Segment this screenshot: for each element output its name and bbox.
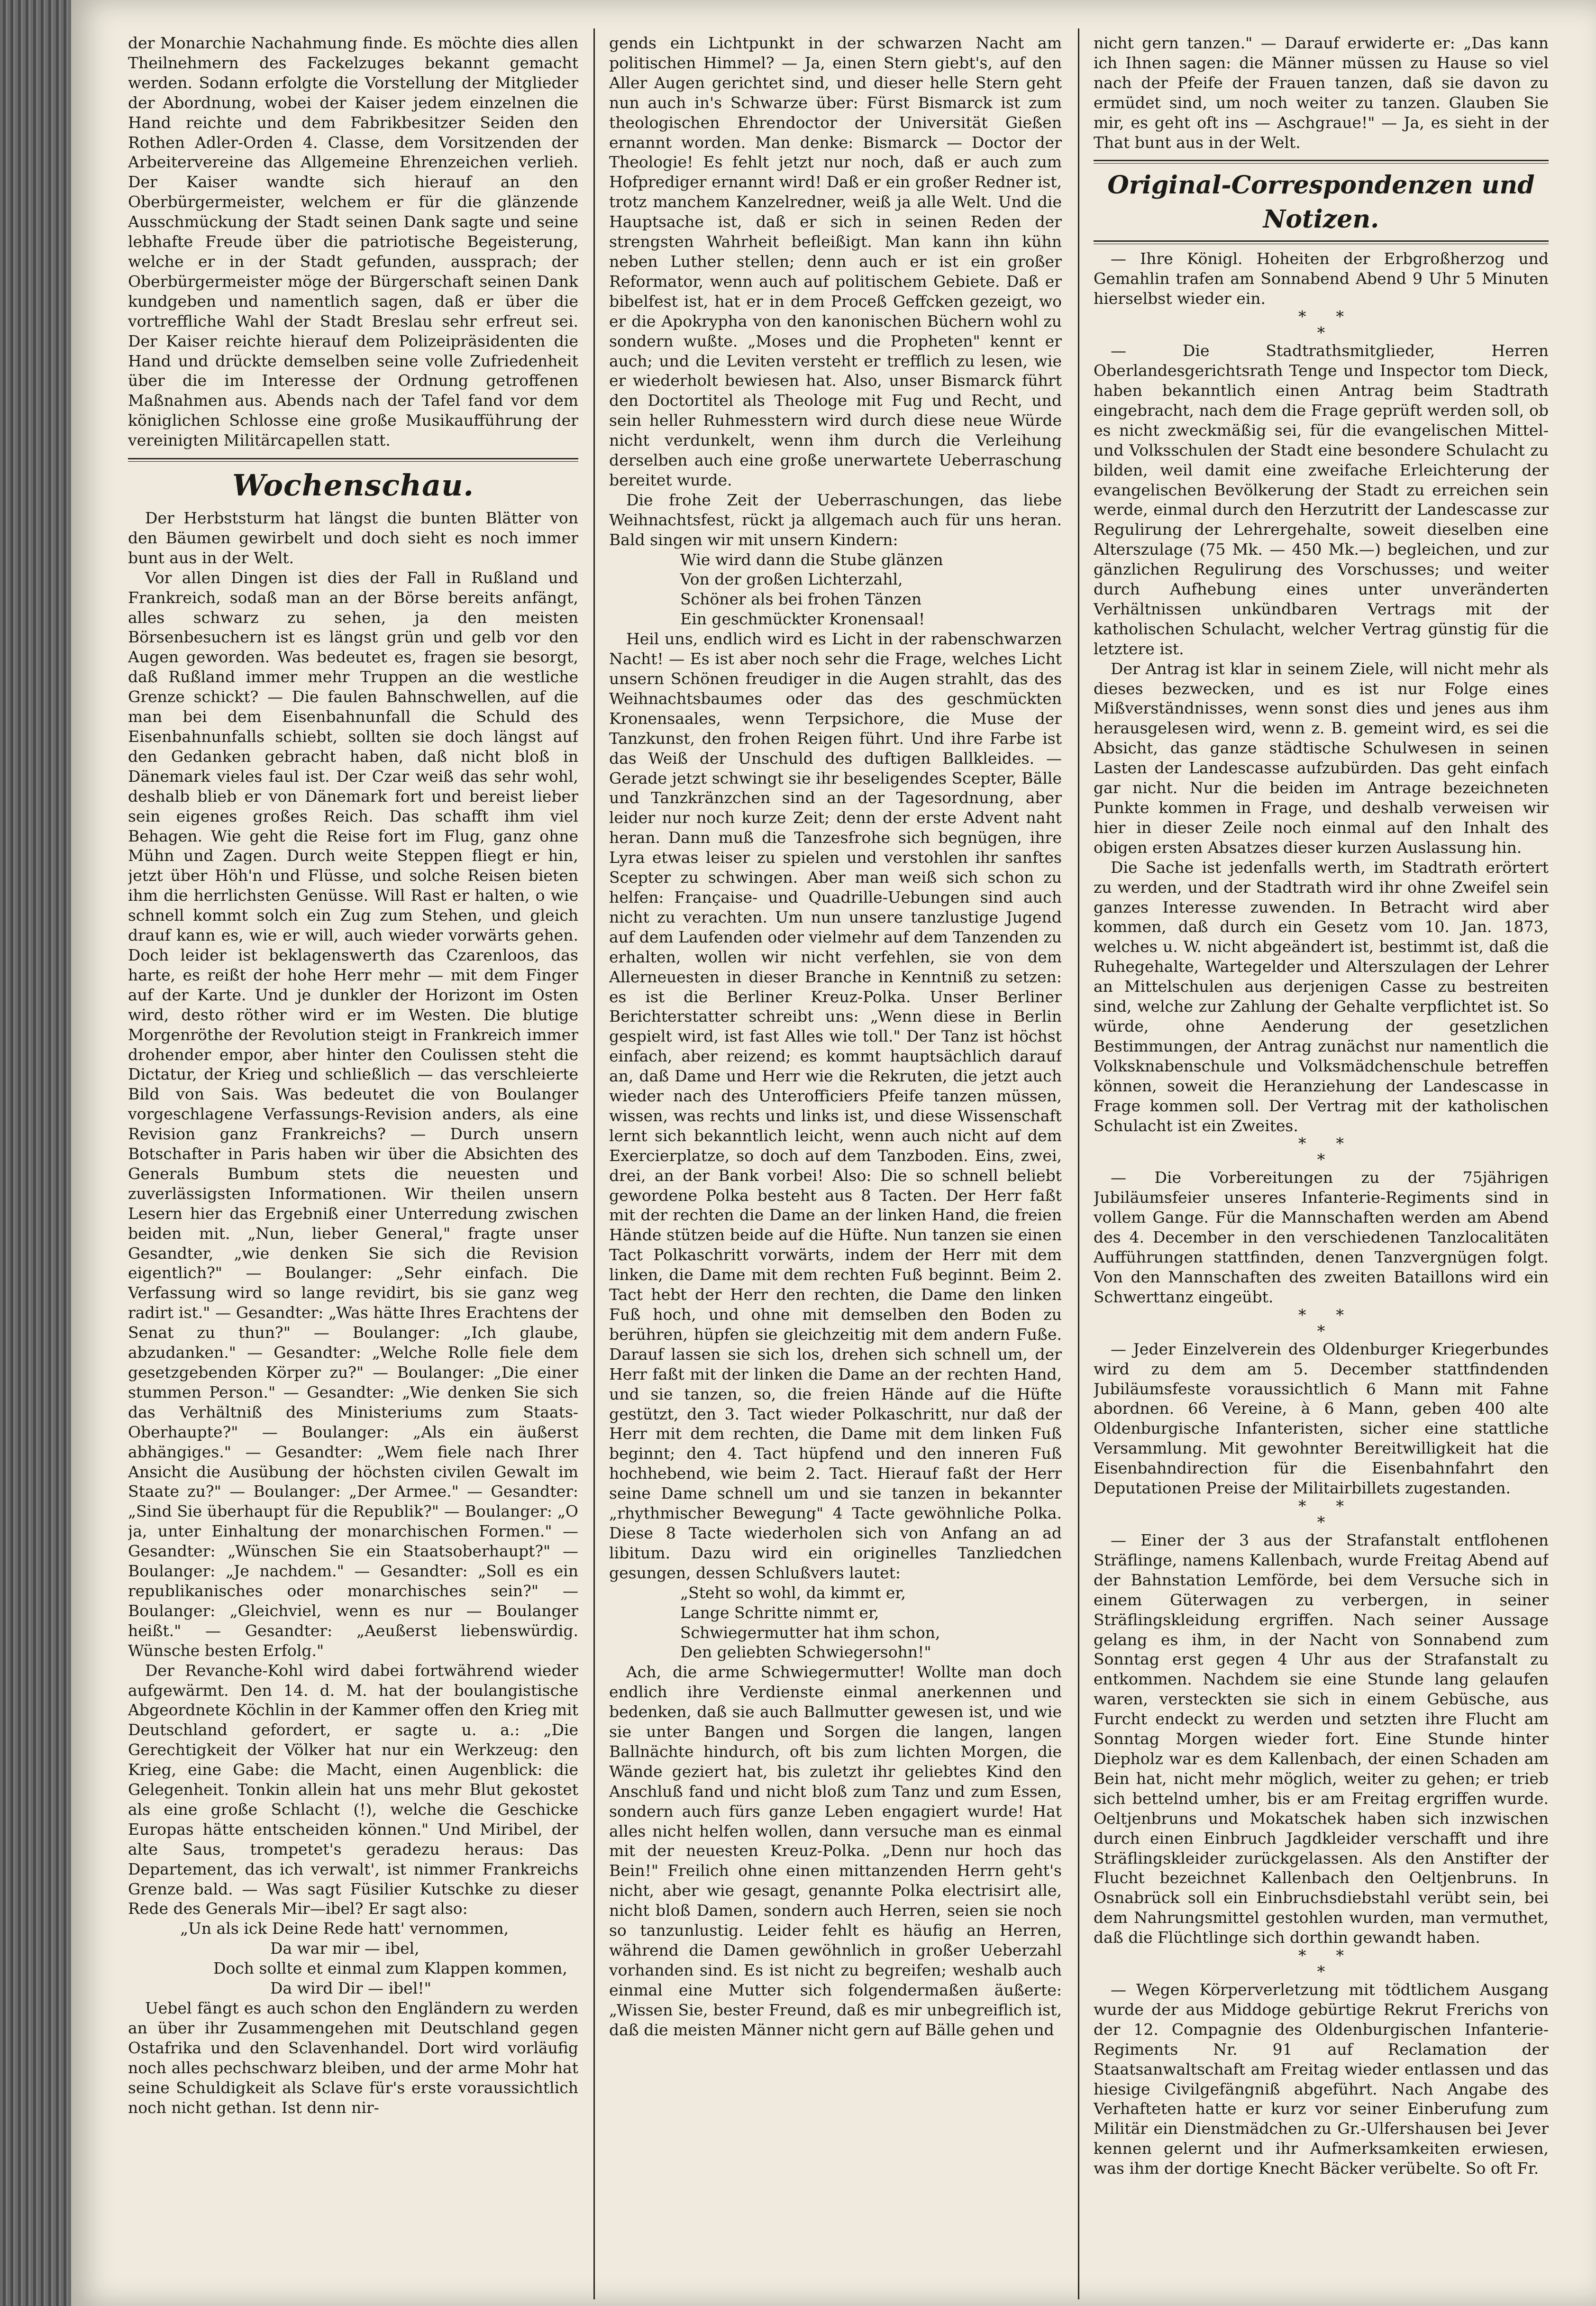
paragraph: Die Sache ist jedenfalls werth, im Stadtrath erörtert zu werden, und der Stadtrath wird ihr ohne Zweifel sein ganzes Interesse zuwenden. In Betracht wird aber kommen, daß durch ein Gesetz vom 10. Jan. 1873, welches u. W. nicht abgeändert ist, bestimmt ist, daß die Ruhegehalte, Wartegelder und Alterszulagen der Lehrer an Mittelschulen aus derjenigen Casse zu bestreiten sind, welche zur Zahlung der Gehalte verpflichtet ist. So würde, ohne Aenderung der gesetzlichen Bestimmungen, der Antrag zunächst nur namentlich die Volksknabenschule und Volksmädchenschule betreffen können, soweit die Heranziehung der Landescasse in Frage kommen soll. Der Vertrag mit der katholischen Schulacht ist ein Zweites. [1094, 858, 1549, 1135]
paragraph: — Jeder Einzelverein des Oldenburger Kriegerbundes wird zu dem am 5. December stattfindenden Jubiläumsfeste voraussichtlich 6 Mann mit Fahne abordnen. 66 Vereine, à 6 Mann, geben 400 alte Oldenburgische Infanteristen, sicher eine stattliche Versammlung. Mit gewohnter Bereitwilligkeit hat die Eisenbahndirection für die Eisenbahnfahrt den Deputationen Preise der Militairbillets zugestanden. [1094, 1339, 1549, 1498]
separator-asterisk: * * [1298, 1497, 1344, 1515]
verse-line: Wie wird dann die Stube glänzen [680, 550, 943, 569]
verse-line: Da war mir — ibel, [270, 1939, 420, 1958]
paragraph: Heil uns, endlich wird es Licht in der rabenschwarzen Nacht! — Es ist aber noch sehr die Frage, welches Licht unsern Schönen freudiger in die Augen strahlt, das des Weihnachtsbaumes oder das des geschmückten Kronensaales, wenn Terpsichore, die Muse der Tanzkunst, den frohen Reigen führt. Und ihre Farbe ist das Weiß der Unschuld des duftigen Ballkleides. — Gerade jetzt schwingt sie ihr beseligendes Scepter, Bälle und Tanzkränzchen sind an der Tagesordnung, aber leider nur noch kurze Zeit; denn der erste Advent naht heran. Dann muß die Tanzesfrohe sich begnügen, ihre Lyra etwas leiser zu spielen und verstohlen ihr sanftes Scepter zu schwingen. Aber man weiß sich schon zu helfen: Française- und Quadrille-Uebungen sind auch nicht zu verachten. Um nun unsere tanzlustige Jugend auf dem Laufenden oder vielmehr auf dem Tanzenden zu erhalten, wollen wir nicht verfehlen, sie von dem Allerneuesten in dieser Branche in Kenntniß zu setzen: es ist die Berliner Kreuz-Polka. Unser Berliner Berichterstatter schreibt uns: „Wenn diese in Berlin gespielt wird, ist fast Alles wie toll." Der Tanz ist höchst einfach, aber reizend; es kommt hauptsächlich darauf an, daß Dame und Herr wie die Rekruten, die jetzt auch wieder nach des Unterofficiers Pfeife tanzen müssen, wissen, was rechts und links ist, und diese Wissenschaft lernt sich bekanntlich leicht, wenn auch nicht auf dem Exercierplatze, so doch auf dem Tanzboden. Eins, zwei, drei, an der Bank vorbei! Also: Die so schnell beliebt gewordene Polka besteht aus 8 Tacten. Der Herr faßt mit der rechten die Dame an der linken Hand, die freien Hände stützen beide auf die Hüfte. Nun tanzen sie einen Tact Polkaschritt vorwärts, indem der Herr mit dem linken, die Dame mit dem rechten Fuß beginnt. Beim 2. Tact hebt der Herr den rechten, die Dame den linken Fuß hoch, und ohne mit demselben den Boden zu berühren, hüpfen sie gleichzeitig mit dem andern Fuße. Darauf lassen sie sich los, drehen sich schnell um, der Herr faßt mit der linken die Dame an der rechten Hand, und sie tanzen, so, die freien Hände auf die Hüfte gestützt, den 3. Tact wieder Polkaschritt, nur daß der Herr mit dem rechten, die Dame mit dem linken Fuß beginnt; den 4. Tact hüpfend und den inneren Fuß hochhebend, wie beim 2. Tact. Hierauf faßt der Herr seine Dame schnell um und sie tanzen in bekannter „rhythmischer Bewegung" 4 Tacte gewöhnliche Polka. Diese 8 Tacte wiederholen sich von Anfang an ad libitum. Dazu wird ein originelles Tanzliedchen gesungen, dessen Schlußvers lautet: [609, 630, 1062, 1582]
column-rule [1078, 28, 1079, 2299]
separator-asterisk: * * [1298, 1946, 1344, 1965]
column-rule [593, 28, 595, 2299]
column-3 [1094, 33, 1549, 2285]
separator-asterisk: * * [1298, 1134, 1344, 1153]
verse-line: Da wird Dir — ibel!" [270, 1979, 431, 1998]
separator-asterisk: * [1317, 1321, 1325, 1340]
section-heading-correspondenzen: Original-Correspondenzen und Notizen. [1107, 171, 1535, 234]
separator-asterisk: * * [1298, 1305, 1344, 1324]
paragraph: Der Herbststurm hat längst die bunten Blätter von den Bäumen gewirbelt und doch sieht es noch immer bunt aus in der Welt. [128, 509, 578, 567]
paragraph: — Die Stadtrathsmitglieder, Herren Oberlandesgerichtsrath Tenge und Inspector tom Dieck, haben bekanntlich einen Antrag beim Stadtrath eingebracht, nach dem die Frage geprüft werden soll, ob es nicht zweckmäßig sei, für die evangelischen Mittel- und Volksschulen der Stadt eine besondere Schulacht zu bilden, weil damit eine zweifache Erleichterung der evangelischen Bevölkerung der Stadt zu erreichen sein werde, einmal durch den Herzutritt der Landescasse zur Regulirung der Lehrergehalte, soweit dieselben eine Alterszulage (75 Mk. — 450 Mk.—) begleichen, und zur gänzlichen Regulirung des Vorschusses; und weiter durch Aufhebung eines unter unveränderten Verhältnissen unkündbaren Vertrags mit der katholischen Schulacht, welcher Vertrag günstig für die letztere ist. [1094, 341, 1549, 658]
paragraph: nicht gern tanzen." — Darauf erwiderte er: „Das kann ich Ihnen sagen: die Männer müssen zu Hause so viel nach der Pfeife der Frauen tanzen, daß sie davon zu ermüdet sind, um noch weiter zu tanzen. Glauben Sie mir, es geht oft ins — Aschgraue!" — Ja, es sieht in der That bunt aus in der Welt. [1094, 34, 1549, 152]
section-heading-wochenschau: Wochenschau. [232, 468, 474, 503]
paragraph: gends ein Lichtpunkt in der schwarzen Nacht am politischen Himmel? — Ja, einen Stern giebt's, auf den Aller Augen gerichtet sind, und dieser helle Stern geht nun auch in's Schwarze über: Fürst Bismarck ist zum theologischen Ehrendoctor der Universität Gießen ernannt worden. Man denke: Bismarck — Doctor der Theologie! Es fehlt jetzt nur noch, daß er auch zum Hofprediger ernannt wird! Daß er ein großer Redner ist, trotz manchem Kanzelredner, weiß ja alle Welt. Und die Hauptsache ist, daß er sich in seinen Reden der strengsten Wahrheit befleißigt. Man kann ihn kühn neben Luther stellen; denn auch er ist ein großer Reformator, wenn auch auf politischem Gebiete. Daß er bibelfest ist, hat er in dem Proceß Geffcken gezeigt, wo er die Apokrypha von den kanonischen Büchern wohl zu sondern wußte. „Moses und die Propheten" kennt er auch; und die Leviten versteht er trefflich zu lesen, wie er wiederholt bewiesen hat. Also, unser Bismarck führt den Doctortitel als Theologe mit Fug und Recht, und sein heller Ruhmesstern wird durch diese neue Würde nicht verdunkelt, wenn ihm durch die Verleihung derselben auch eine große unerwartete Ueberraschung bereitet wurde. [609, 34, 1062, 489]
section-divider [1094, 160, 1549, 164]
book-spine-edge [0, 0, 71, 2306]
paragraph: — Wegen Körperverletzung mit tödtlichem Ausgang wurde der aus Middoge gebürtige Rekrut Frerichs von der 12. Compagnie des Oldenburgischen Infanterie-Regiments Nr. 91 auf Reclamation der Staatsanwaltschaft am Freitag wieder entlassen und das hiesige Civilgefängniß abgeführt. Nach Angabe des Verhafteten hatte er kurz vor seiner Einberufung zum Militär ein Dienstmädchen zu Gr.-Ulfershausen bei Jever kennen gelernt und ihr Aufmerksamkeiten erwiesen, was ihm der dortige Knecht Bäcker verübelte. So oft Fr. [1094, 1980, 1549, 2178]
paragraph: — Die Vorbereitungen zu der 75jährigen Jubiläumsfeier unseres Infanterie-Regiments sind in vollem Gange. Für die Mannschaften werden am Abend des 4. December in den verschiedenen Tanzlocalitäten Aufführungen stattfinden, denen Tanzvergnügen folgt. Von den Mannschaften des zweiten Bataillons wird ein Schwerttanz eingeübt. [1094, 1168, 1549, 1306]
separator-asterisk: * [1317, 1150, 1325, 1169]
verse-line: „Steht so wohl, da kimmt er, [680, 1583, 906, 1602]
verse-line: Lange Schritte nimmt er, [680, 1603, 879, 1622]
verse-line: Den geliebten Schwiegersohn!" [680, 1643, 931, 1662]
column-2 [609, 33, 1062, 2285]
section-divider [1094, 240, 1549, 244]
paragraph: Die frohe Zeit der Ueberraschungen, das liebe Weihnachtsfest, rückt ja allgemach auch für uns heran. Bald singen wir mit unsern Kindern: [609, 490, 1062, 549]
paragraph: Vor allen Dingen ist dies der Fall in Rußland und Frankreich, sodaß man an der Börse bereits anfängt, alles schwarz zu sehen, ja den meisten Börsenbesuchern ist es längst grün und gelb vor den Augen geworden. Was bedeutet es, fragen sie besorgt, daß Rußland immer mehr Truppen an die westliche Grenze schickt? — Die faulen Bahnschwellen, auf die man bei dem Eisenbahnunfall die Schuld des Eisenbahnunfalls schiebt, sollten sie doch längst auf den Gedanken gebracht haben, daß nicht bloß in Dänemark vieles faul ist. Der Czar weiß das sehr wohl, deshalb blieb er von Dänemark fort und bereist lieber sein eigenes großes Reich. Das schafft ihm viel Behagen. Wie geht die Reise fort im Flug, ganz ohne Mühn und Zagen. Durch weite Steppen fliegt er hin, jetzt über Höh'n und Flüsse, und solche Reisen bieten ihm die herrlichsten Genüsse. Will Rast er halten, o wie schnell kommt solch ein Zug zum Stehen, und gleich drauf kann es, wie er will, auch wieder vorwärts gehen. Doch leider ist beklagenswerth das Czarenloos, das harte, es reißt der hohe Herr mehr — mit dem Finger auf der Karte. Und je dunkler der Horizont im Osten wird, desto röther wird er im Westen. Die blutige Morgenröthe der Revolution steigt in Frankreich immer drohender empor, aber hinter den Coulissen steht die Dictatur, der Krieg und schließlich — das verschleierte Bild von Sais. Was bedeutet die von Boulanger vorgeschlagene Verfassungs-Revision anders, als eine Revision ganz Frankreichs? — Durch unsern Botschafter in Paris haben wir über die Absichten des Generals Bumbum stets die neuesten und zuverlässigsten Informationen. Wir theilen unsern Lesern hier das Ergebniß einer Unterredung zwischen beiden mit. „Nun, lieber General," fragte unser Gesandter, „wie denken Sie sich die Revision eigentlich?" — Boulanger: „Sehr einfach. Die Verfassung wird so lange revidirt, bis sie ganz weg radirt ist." — Gesandter: „Was hätte Ihres Erachtens der Senat zu thun?" — Boulanger: „Ich glaube, abzudanken." — Gesandter: „Welche Rolle fiele dem gesetzgebenden Körper zu?" — Boulanger: „Die einer stummen Person." — Gesandter: „Wie denken Sie sich das Verhältniß des Ministeriums zum Staats-Oberhaupte?" — Boulanger: „Als ein äußerst abhängiges." — Gesandter: „Wem fiele nach Ihrer Ansicht die Ausübung der höchsten civilen Gewalt im Staate zu?" — Boulanger: „Der Armee." — Gesandter: „Sind Sie überhaupt für die Republik?" — Boulanger: „O ja, unter Einhaltung der monarchischen Formen." — Gesandter: „Wünschen Sie ein Staatsoberhaupt?" — Boulanger: „Je nachdem." — Gesandter: „Soll es ein republikanisches oder monarchisches sein?" — Boulanger: „Gleichviel, wenn es nur — Boulanger heißt." — Gesandter: „Aeußerst liebenswürdig. Wünsche besten Erfolg." [128, 568, 578, 1660]
paragraph: Der Antrag ist klar in seinem Ziele, will nicht mehr als dieses bezwecken, und es ist nur Folge eines Mißverständnisses, wenn sonst dies und jenes aus ihm herausgelesen wird, wenn z. B. gemeint wird, es sei die Absicht, das ganze städtische Schulwesen in seinen Lasten der Landescasse aufzubürden. Das geht einfach gar nicht. Nur die beiden im Antrage bezeichneten Punkte kommen in Frage, und deshalb verweisen wir hier in dieser Zeile noch einmal auf den Inhalt des obigen ersten Absatzes dieser kurzen Auslassung hin. [1094, 659, 1549, 857]
paragraph: — Einer der 3 aus der Strafanstalt entflohenen Sträflinge, namens Kallenbach, wurde Freitag Abend auf der Bahnstation Lemförde, bei dem Versuche sich in einem Güterwagen zu verbergen, in seiner Sträflingskleidung ergriffen. Nach seiner Aussage gelang es ihm, in der Nacht von Sonnabend zum Sonntag erst gegen 4 Uhr aus der Strafanstalt zu entkommen. Nachdem sie eine Stunde lang gelaufen waren, versteckten sie sich in einem Gebüsche, aus Furcht endeckt zu werden und setzten ihre Flucht am Sonntag Morgen wieder fort. Eine Stunde hinter Diepholz war es dem Kallenbach, der einen Schaden am Bein hat, nicht mehr möglich, weiter zu gehen; er trieb sich bettelnd umher, bis er am Freitag ergriffen wurde. Oeltjenbruns und Mokatschek haben sich inzwischen durch einen Einbruch Jagdkleider verschafft und ihre Sträflingskleider zurückgelassen. Als den Anstifter der Flucht bezeichnet Kallenbach den Oeltjenbruns. In Osnabrück soll ein Einbruchsdiebstahl verübt sein, bei dem Nahrungsmittel gestohlen wurden, man vermuthet, daß die Flüchtlinge sich dorthin gewandt haben. [1094, 1531, 1549, 1947]
separator-asterisk: * [1317, 1962, 1325, 1981]
newspaper-page [71, 0, 1596, 2306]
separator-asterisk: * [1317, 323, 1325, 342]
separator-asterisk: * [1317, 1513, 1325, 1531]
verse-line: „Un als ick Deine Rede hatt' vernommen, [180, 1919, 509, 1938]
section-divider [128, 458, 578, 462]
paragraph: Ach, die arme Schwiegermutter! Wollte man doch endlich ihre Verdienste einmal anerkennen und bedenken, daß sie auch Ballmutter gewesen ist, und wie sie unter Bangen und Sorgen die langen, langen Ballnächte hindurch, oft bis zum lichten Morgen, die Wände geziert hat, bis zuletzt ihr geliebtes Kind den Anschluß fand und nicht bloß zum Tanz und zum Essen, sondern auch fürs ganze Leben engagiert wurde! Hat alles nicht helfen wollen, dann versuche man es einmal mit der neuesten Kreuz-Polka. „Denn nur hoch das Bein!" Freilich ohne einen mittanzenden Herrn geht's nicht, aber wie gesagt, genannte Polka electrisirt alle, nicht bloß Damen, sondern auch Herren, seien sie noch so tanzunlustig. Leider fehlt es häufig an Herren, während die Damen gewöhnlich in großer Ueberzahl vorhanden sind. Es ist nicht zu begreifen; weshalb auch einmal eine Mutter sich folgendermaßen äußerte: „Wissen Sie, bester Freund, daß es mir unbegreiflich ist, daß die meisten Männer nicht gern auf Bälle gehen und [609, 1663, 1062, 2039]
paragraph: — Ihre Königl. Hoheiten der Erbgroßherzog und Gemahlin trafen am Sonnabend Abend 9 Uhr 5 Minuten hierselbst wieder ein. [1094, 249, 1549, 308]
paragraph: Der Revanche-Kohl wird dabei fortwährend wieder aufgewärmt. Den 14. d. M. hat der boulangistische Abgeordnete Köchlin in der Kammer offen den Krieg mit Deutschland gefordert, er sagte u. a.: „Die Gerechtigkeit der Völker hat nur ein Werkzeug: den Krieg, eine Gabe: die Macht, einen Augenblick: die Gelegenheit. Tonkin allein hat uns mehr Blut gekostet als eine große Schlacht (!), welche die Geschicke Europas hätte entscheiden können." Und Miribel, der alte Saus, trompetet's geradezu heraus: Das Departement, das ich verwalt', ist nimmer Frankreichs Grenze bald. — Was sagt Füsilier Kutschke zu dieser Rede des Generals Mir—ibel? Er sagt also: [128, 1661, 578, 1918]
verse-line: Schwiegermutter hat ihm schon, [680, 1623, 940, 1642]
verse-line: Schöner als bei frohen Tänzen [680, 590, 922, 609]
paragraph: der Monarchie Nachahmung finde. Es möchte dies allen Theilnehmern des Fackelzuges bekannt gemacht werden. Sodann erfolgte die Vorstellung der Mitglieder der Abordnung, wobei der Kaiser jedem einzelnen die Hand reichte und dem Fabrikbesitzer Seiden den Rothen Adler-Orden 4. Classe, dem Vorsitzenden der Arbeitervereine das Allgemeine Ehrenzeichen verlieh. Der Kaiser wandte sich hierauf an den Oberbürgermeister, welchem er für die glänzende Ausschmückung der Stadt seinen Dank sagte und seine lebhafte Freude über die patriotische Begeisterung, welche er in der Stadt gefunden, aussprach; der Oberbürgermeister möge der Bürgerschaft seinen Dank kundgeben und namentlich sagen, daß er über die vortreffliche Wahl der Stadt Breslau sehr erfreut sei. Der Kaiser reichte hierauf dem Polizeipräsidenten die Hand und drückte demselben seine volle Zufriedenheit über die im Interesse der Ordnung getroffenen Maßnahmen aus. Abends nach der Tafel fand vor dem königlichen Schlosse eine große Musikaufführung der vereinigten Militärcapellen statt. [128, 34, 578, 450]
column-1 [128, 33, 578, 2285]
verse-line: Doch sollte et einmal zum Klappen kommen, [213, 1959, 567, 1978]
verse-line: Von der großen Lichterzahl, [680, 570, 903, 589]
separator-asterisk: * * [1298, 307, 1344, 326]
verse-line: Ein geschmückter Kronensaal! [680, 610, 925, 629]
paragraph: Uebel fängt es auch schon den Engländern zu werden an über ihr Zusammengehen mit Deutschland gegen Ostafrika und den Sclavenhandel. Dort wird vorläufig noch alles pechschwarz bleiben, und der arme Mohr hat seine Schuldigkeit als Sclave für's erste voraussichtlich noch nicht gethan. Ist denn nir- [128, 1999, 578, 2117]
